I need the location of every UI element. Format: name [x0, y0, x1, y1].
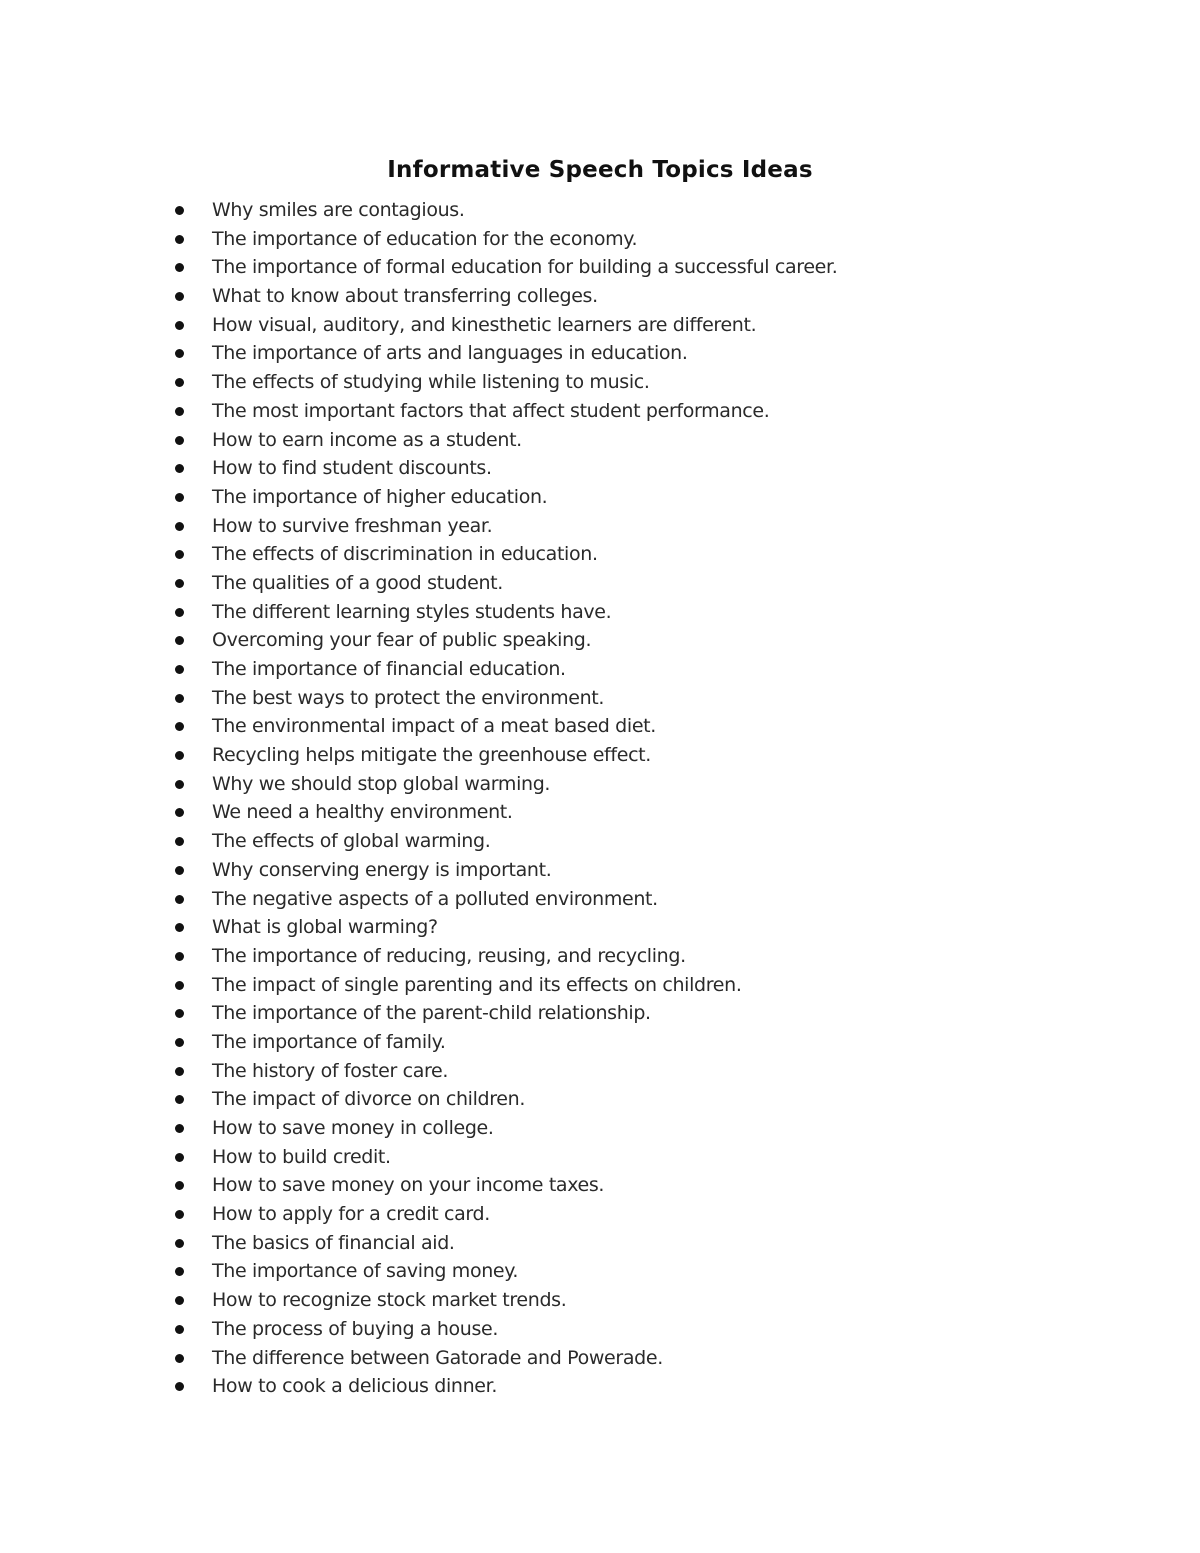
topic-text: The effects of global warming.: [212, 830, 491, 853]
list-item: [0, 741, 1200, 770]
bullet-icon: [175, 837, 184, 846]
bullet-icon: [175, 636, 184, 645]
topic-text: What to know about transferring colleges.: [212, 285, 598, 308]
list-item: [0, 1114, 1200, 1143]
list-item: [0, 397, 1200, 426]
list-item: [0, 339, 1200, 368]
list-item: [0, 1200, 1200, 1229]
topic-list: [0, 196, 1200, 1401]
topic-text: The history of foster care.: [212, 1059, 449, 1082]
list-item: [0, 999, 1200, 1028]
topic-text: The impact of single parenting and its effects on children.: [212, 973, 742, 996]
bullet-icon: [175, 952, 184, 961]
bullet-icon: [175, 436, 184, 445]
topic-text: The environmental impact of a meat based diet.: [212, 715, 656, 738]
bullet-icon: [175, 206, 184, 215]
list-item: [0, 598, 1200, 627]
list-item: [0, 569, 1200, 598]
topic-text: How to save money on your income taxes.: [212, 1174, 605, 1197]
bullet-icon: [175, 292, 184, 301]
bullet-icon: [175, 1325, 184, 1334]
document-title: Informative Speech Topics Ideas: [387, 157, 813, 184]
bullet-icon: [175, 608, 184, 617]
topic-text: The effects of discrimination in education.: [212, 543, 598, 566]
list-item: [0, 1028, 1200, 1057]
bullet-icon: [175, 407, 184, 416]
list-item: [0, 655, 1200, 684]
bullet-icon: [175, 895, 184, 904]
list-item: [0, 1171, 1200, 1200]
list-item: [0, 770, 1200, 799]
list-item: [0, 1286, 1200, 1315]
topic-text: The importance of arts and languages in education.: [212, 342, 688, 365]
list-item: [0, 971, 1200, 1000]
topic-text: The best ways to protect the environment.: [212, 686, 605, 709]
bullet-icon: [175, 235, 184, 244]
topic-text: How visual, auditory, and kinesthetic learners are different.: [212, 313, 757, 336]
bullet-icon: [175, 981, 184, 990]
list-item: [0, 684, 1200, 713]
list-item: [0, 827, 1200, 856]
topic-text: We need a healthy environment.: [212, 801, 513, 824]
bullet-icon: [175, 1038, 184, 1047]
bullet-icon: [175, 780, 184, 789]
bullet-icon: [175, 1296, 184, 1305]
topic-text: The importance of the parent-child relationship.: [212, 1002, 651, 1025]
topic-text: How to survive freshman year.: [212, 514, 493, 537]
list-item: [0, 282, 1200, 311]
topic-text: The importance of reducing, reusing, and recycling.: [212, 944, 686, 967]
list-item: [0, 1315, 1200, 1344]
list-item: [0, 253, 1200, 282]
bullet-icon: [175, 1095, 184, 1104]
bullet-icon: [175, 866, 184, 875]
bullet-icon: [175, 751, 184, 760]
bullet-icon: [175, 1239, 184, 1248]
bullet-icon: [175, 1124, 184, 1133]
bullet-icon: [175, 263, 184, 272]
topic-text: How to save money in college.: [212, 1117, 494, 1139]
bullet-icon: [175, 493, 184, 502]
list-item: [0, 1372, 1200, 1401]
bullet-icon: [175, 550, 184, 559]
list-item: [0, 885, 1200, 914]
list-item: [0, 1143, 1200, 1172]
list-item: [0, 225, 1200, 254]
topic-text: The difference between Gatorade and Powerade.: [212, 1346, 663, 1369]
bullet-icon: [175, 579, 184, 588]
list-item: [0, 311, 1200, 340]
list-item: [0, 483, 1200, 512]
bullet-icon: [175, 522, 184, 531]
list-item: [0, 626, 1200, 655]
topic-text: The importance of family.: [212, 1030, 446, 1053]
bullet-icon: [175, 378, 184, 387]
bullet-icon: [175, 1181, 184, 1190]
topic-text: The impact of divorce on children.: [212, 1088, 526, 1111]
bullet-icon: [175, 464, 184, 473]
bullet-icon: [175, 808, 184, 817]
list-item: [0, 454, 1200, 483]
bullet-icon: [175, 665, 184, 674]
bullet-icon: [175, 694, 184, 703]
topic-text: How to earn income as a student.: [212, 428, 522, 451]
bullet-icon: [175, 321, 184, 330]
topic-text: The different learning styles students have.: [212, 600, 612, 623]
bullet-icon: [175, 1354, 184, 1363]
list-item: [0, 196, 1200, 225]
list-item: [0, 1344, 1200, 1373]
bullet-icon: [175, 923, 184, 932]
topic-text: What is global warming?: [212, 916, 438, 939]
list-item: [0, 798, 1200, 827]
bullet-icon: [175, 1210, 184, 1219]
topic-text: Why conserving energy is important.: [212, 858, 552, 881]
topic-text: The importance of formal education for building a successful career.: [212, 256, 838, 279]
list-item: [0, 426, 1200, 455]
bullet-icon: [175, 1067, 184, 1076]
topic-text: The basics of financial aid.: [212, 1231, 455, 1254]
topic-text: The importance of saving money.: [212, 1260, 519, 1283]
topic-text: The negative aspects of a polluted environment.: [212, 887, 658, 910]
topic-text: How to build credit.: [212, 1145, 391, 1168]
list-item: [0, 712, 1200, 741]
list-item: [0, 1085, 1200, 1114]
topic-text: How to find student discounts.: [212, 457, 492, 480]
topic-text: The importance of financial education.: [212, 658, 566, 680]
list-item: [0, 512, 1200, 541]
bullet-icon: [175, 1267, 184, 1276]
bullet-icon: [175, 1153, 184, 1162]
topic-text: The effects of studying while listening to music.: [212, 371, 650, 394]
list-item: [0, 1257, 1200, 1286]
list-item: [0, 368, 1200, 397]
list-item: [0, 1057, 1200, 1086]
bullet-icon: [175, 722, 184, 731]
bullet-icon: [175, 349, 184, 358]
bullet-icon: [175, 1009, 184, 1018]
topic-text: How to recognize stock market trends.: [212, 1289, 567, 1312]
topic-text: The most important factors that affect student performance.: [212, 399, 770, 422]
topic-text: How to cook a delicious dinner.: [212, 1375, 498, 1398]
list-item: [0, 856, 1200, 885]
list-item: [0, 942, 1200, 971]
list-item: [0, 913, 1200, 942]
topic-text: The importance of education for the economy.: [212, 227, 638, 250]
list-item: [0, 1229, 1200, 1258]
list-item: [0, 540, 1200, 569]
topic-text: The qualities of a good student.: [212, 571, 503, 594]
topic-text: How to apply for a credit card.: [212, 1203, 490, 1226]
bullet-icon: [175, 1382, 184, 1391]
topic-text: The process of buying a house.: [212, 1317, 499, 1340]
topic-text: The importance of higher education.: [212, 485, 548, 508]
topic-text: Why smiles are contagious.: [212, 199, 465, 221]
topic-text: Overcoming your fear of public speaking.: [212, 629, 592, 652]
topic-text: Why we should stop global warming.: [212, 772, 551, 795]
topic-text: Recycling helps mitigate the greenhouse effect.: [212, 744, 651, 767]
